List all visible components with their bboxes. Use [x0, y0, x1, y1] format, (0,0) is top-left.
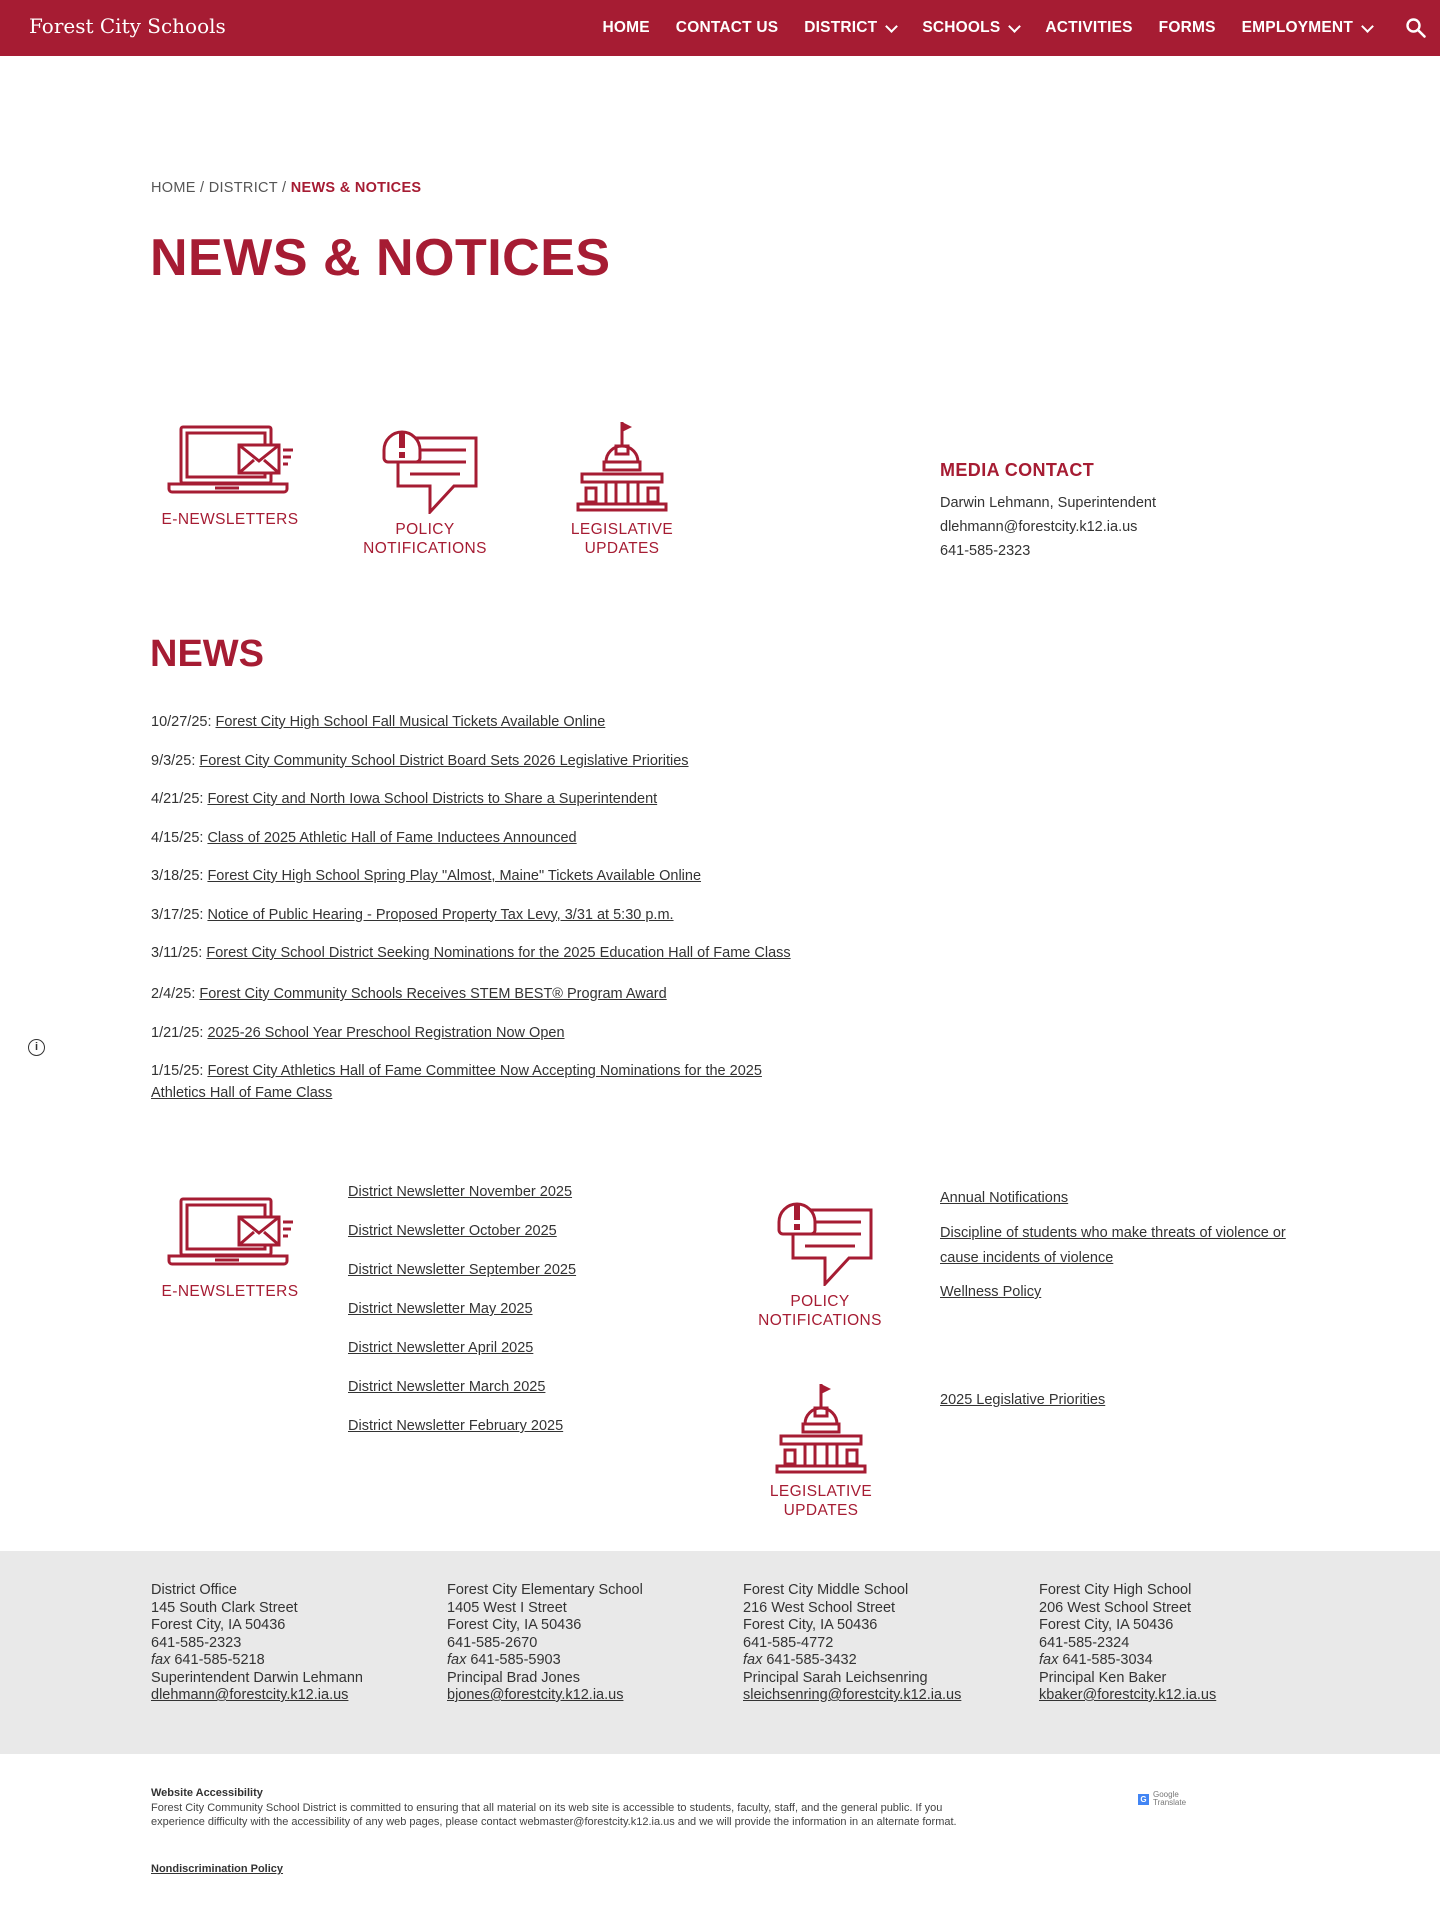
news-link[interactable]: 2025-26 School Year Preschool Registration Now Open [207, 1024, 565, 1041]
nav-employment[interactable] [1242, 19, 1372, 37]
newsletter-link[interactable]: District Newsletter September 2025 [348, 1262, 577, 1278]
school-fax [447, 1652, 643, 1670]
breadcrumb [151, 180, 421, 196]
info-icon[interactable]: i [28, 1039, 45, 1056]
annual-notifications-link[interactable]: Annual Notifications [940, 1190, 1069, 1206]
media-contact-phone: 641-585-2323 [940, 543, 1031, 559]
news-link[interactable]: Class of 2025 Athletic Hall of Fame Inductees Announced [207, 829, 577, 846]
wellness-policy-link[interactable]: Wellness Policy [940, 1284, 1042, 1300]
fax-number: 641-585-3034 [1058, 1652, 1153, 1668]
school-phone: 641-585-2670 [447, 1634, 538, 1651]
nav-district-label: DISTRICT [804, 19, 878, 36]
nav-district[interactable] [804, 19, 896, 37]
school-fax [1039, 1652, 1216, 1670]
nondiscrimination-policy-link[interactable]: Nondiscrimination Policy [151, 1863, 284, 1875]
news-link[interactable]: Notice of Public Hearing - Proposed Property Tax Levy, 3/31 at 5:30 p.m. [207, 906, 674, 923]
nav-contact-us[interactable] [676, 19, 778, 37]
news-date: 3/18/25: [151, 868, 208, 884]
policy-document-icon [765, 1190, 875, 1286]
school-email[interactable]: bjones@forestcity.k12.ia.us [447, 1687, 624, 1703]
fax-number: 641-585-3432 [762, 1652, 857, 1668]
nav-activities[interactable] [1045, 19, 1132, 37]
news-item [151, 942, 801, 964]
school-street: 1405 West I Street [447, 1599, 567, 1616]
school-email[interactable]: sleichsenring@forestcity.k12.ia.us [743, 1687, 962, 1703]
news-date: 4/15/25: [151, 829, 208, 846]
newsletter-link[interactable]: District Newsletter February 2025 [348, 1418, 564, 1434]
policy-document-icon [370, 418, 480, 514]
school-contact [447, 1582, 643, 1705]
legislative-tile-lower[interactable] [754, 1380, 888, 1520]
newsletter-link[interactable]: District Newsletter March 2025 [348, 1379, 546, 1395]
policy-label: POLICY NOTIFICATIONS [363, 521, 487, 557]
fax-number: 641-585-5903 [466, 1652, 561, 1668]
nav-forms-label: FORMS [1158, 19, 1216, 36]
school-phone: 641-585-2323 [151, 1634, 242, 1651]
enewsletters-label: E-NEWSLETTERS [161, 511, 299, 528]
media-contact-email: dlehmann@forestcity.k12.ia.us [940, 519, 1138, 535]
school-contact [1039, 1582, 1216, 1705]
school-phone: 641-585-2324 [1039, 1634, 1130, 1651]
capitol-building-icon [574, 418, 670, 514]
chevron-down-icon [1361, 20, 1374, 33]
gt-line2: Translate [1153, 1798, 1187, 1807]
fax-label: fax [151, 1652, 171, 1668]
nav-home[interactable] [602, 19, 649, 37]
news-date: 3/17/25: [151, 906, 208, 923]
nav-activities-label: ACTIVITIES [1045, 19, 1133, 36]
nav-forms[interactable] [1159, 19, 1216, 37]
news-item [151, 983, 801, 1005]
school-city: Forest City, IA 50436 [151, 1617, 286, 1633]
breadcrumb-sep: / [277, 180, 291, 196]
policy-tile[interactable] [355, 418, 495, 558]
news-date: 3/11/25: [151, 945, 207, 961]
news-link[interactable]: Forest City Athletics Hall of Fame Committee Now Accepting Nominations for the 2025 Athletics Hall of Fame Class [151, 1063, 762, 1101]
school-contact [743, 1582, 961, 1705]
enewsletters-tile-lower[interactable] [160, 1190, 300, 1301]
nav-schools[interactable] [922, 19, 1019, 37]
school-contact-person: Superintendent Darwin Lehmann [151, 1669, 363, 1686]
discipline-policy-link[interactable]: Discipline of students who make threats of violence or cause incidents of violence [940, 1225, 1286, 1266]
school-city: Forest City, IA 50436 [743, 1617, 878, 1633]
school-fax [743, 1652, 961, 1670]
newsletter-list [348, 1181, 576, 1454]
school-name: District Office [151, 1582, 237, 1598]
policy-tile-lower[interactable] [750, 1190, 890, 1330]
news-date: 1/21/25: [151, 1024, 208, 1041]
media-contact-name: Darwin Lehmann, Superintendent [940, 495, 1157, 511]
laptop-mail-icon [165, 1190, 295, 1276]
school-street: 216 West School Street [743, 1599, 896, 1616]
news-item [151, 827, 801, 849]
news-item [151, 788, 801, 810]
news-date: 9/3/25: [151, 752, 200, 769]
google-translate-text [1153, 1791, 1186, 1807]
school-contact-person: Principal Brad Jones [447, 1669, 580, 1686]
legislative-label: LEGISLATIVE UPDATES [570, 521, 674, 557]
nav-employment-label: EMPLOYMENT [1241, 19, 1353, 36]
school-name: Forest City Elementary School [447, 1582, 643, 1598]
translate-icon: G [1138, 1794, 1149, 1805]
enewsletters-label: E-NEWSLETTERS [161, 1283, 299, 1300]
fax-label: fax [447, 1652, 467, 1668]
news-heading: NEWS [150, 633, 264, 675]
capitol-building-icon [773, 1380, 869, 1476]
accessibility-title: Website Accessibility [151, 1787, 263, 1799]
newsletter-link[interactable]: District Newsletter May 2025 [348, 1301, 533, 1317]
news-item [151, 904, 801, 926]
school-phone: 641-585-4772 [743, 1634, 834, 1651]
nav-schools-label: SCHOOLS [922, 19, 1001, 36]
school-street: 206 West School Street [1039, 1599, 1192, 1616]
breadcrumb-district[interactable]: DISTRICT [208, 180, 278, 196]
fax-label: fax [743, 1652, 763, 1668]
legislative-label: LEGISLATIVE UPDATES [769, 1483, 873, 1519]
school-city: Forest City, IA 50436 [1039, 1617, 1174, 1633]
website-accessibility [151, 1786, 981, 1830]
nav-contact-label: CONTACT US [675, 19, 779, 36]
school-name: Forest City Middle School [743, 1582, 909, 1598]
media-contact-title: MEDIA CONTACT [940, 460, 1095, 480]
nav-home-label: HOME [602, 19, 650, 36]
media-contact [940, 460, 1156, 563]
news-date: 4/21/25: [151, 791, 208, 807]
school-contact [151, 1582, 363, 1705]
news-item [151, 865, 801, 887]
legislative-tile[interactable] [555, 418, 689, 558]
school-contact-person: Principal Sarah Leichsenring [743, 1669, 928, 1686]
school-fax [151, 1652, 363, 1670]
policy-label: POLICY NOTIFICATIONS [758, 1293, 882, 1329]
news-item [151, 1060, 801, 1104]
news-date: 1/15/25: [151, 1063, 208, 1079]
school-name: Forest City High School [1039, 1582, 1192, 1598]
enewsletters-tile[interactable] [160, 418, 300, 529]
newsletter-link[interactable]: District Newsletter October 2025 [348, 1223, 557, 1239]
top-nav-bar [0, 0, 1440, 56]
school-city: Forest City, IA 50436 [447, 1617, 582, 1633]
news-item [151, 711, 801, 733]
site-title[interactable]: Forest City Schools [29, 14, 226, 38]
accessibility-text: Forest City Community School District is committed to ensuring that all material on its web site is accessible to students, faculty, staff, and the general public. If you experience difficulty with the accessibility of any web pages, please contact webmaster@forestcity.k12.ia.us and we will provide the information in an alternate format. [151, 1801, 957, 1828]
school-email[interactable]: kbaker@forestcity.k12.ia.us [1039, 1687, 1217, 1703]
newsletter-link[interactable]: District Newsletter April 2025 [348, 1340, 534, 1356]
policy-links [940, 1187, 1300, 1411]
news-date: 2/4/25: [151, 986, 200, 1002]
school-street: 145 South Clark Street [151, 1599, 298, 1616]
news-date: 10/27/25: [151, 714, 216, 730]
school-contact-person: Principal Ken Baker [1039, 1669, 1167, 1686]
fax-number: 641-585-5218 [170, 1652, 265, 1668]
laptop-mail-icon [165, 418, 295, 504]
news-list [151, 711, 801, 1121]
fax-label: fax [1039, 1652, 1059, 1668]
chevron-down-icon [1009, 20, 1022, 33]
news-item [151, 750, 801, 772]
legislative-priorities-link[interactable]: 2025 Legislative Priorities [940, 1392, 1106, 1408]
search-icon[interactable] [1404, 16, 1428, 40]
breadcrumb-sep: / [195, 180, 209, 196]
gt-line1: Google [1153, 1790, 1179, 1799]
news-link[interactable]: Forest City and North Iowa School Districts to Share a Superintendent [207, 791, 658, 807]
chevron-down-icon [885, 20, 898, 33]
news-link[interactable]: Forest City Community Schools Receives STEM BEST® Program Award [199, 986, 667, 1002]
news-link[interactable]: Forest City High School Fall Musical Tickets Available Online [215, 714, 606, 730]
newsletter-link[interactable]: District Newsletter November 2025 [348, 1184, 573, 1200]
news-link[interactable]: Forest City Community School District Board Sets 2026 Legislative Priorities [199, 752, 689, 769]
main-nav [602, 0, 1372, 56]
page-title: NEWS & NOTICES [150, 229, 611, 287]
google-translate-badge[interactable] [1138, 1791, 1186, 1807]
news-item [151, 1022, 801, 1044]
breadcrumb-home[interactable]: HOME [151, 180, 196, 196]
school-email[interactable]: dlehmann@forestcity.k12.ia.us [151, 1687, 349, 1703]
news-link[interactable]: Forest City School District Seeking Nominations for the 2025 Education Hall of Fame Class [206, 945, 791, 961]
news-link[interactable]: Forest City High School Spring Play "Almost, Maine" Tickets Available Online [207, 868, 702, 884]
breadcrumb-current: NEWS & NOTICES [290, 180, 422, 196]
